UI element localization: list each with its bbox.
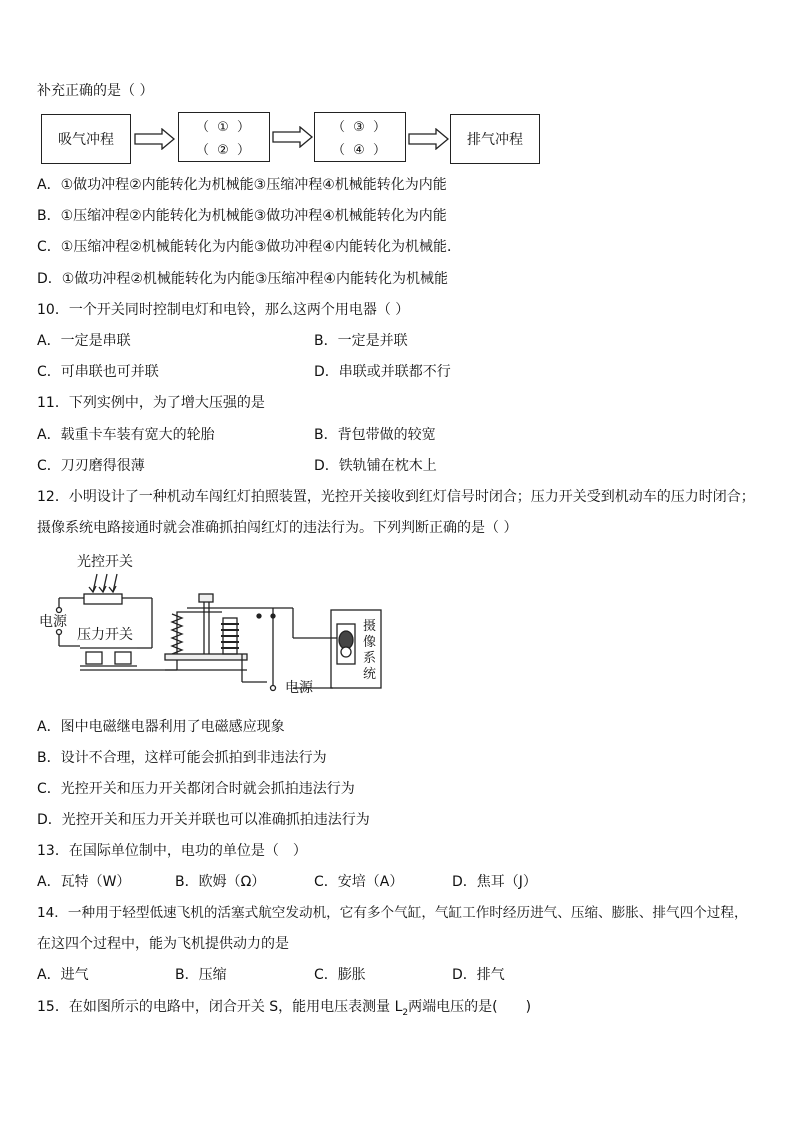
- camera-label-char: 系: [363, 650, 377, 665]
- q9-stem-tail: 补充正确的是（ ）: [37, 83, 154, 99]
- q13-option-b: B．欧姆（Ω）: [175, 874, 266, 890]
- flow-arrow-1: [134, 128, 176, 150]
- camera-label-char: 统: [363, 666, 377, 681]
- q9-option-c: C．①压缩冲程②机械能转化为内能③做功冲程④内能转化为机械能．: [37, 239, 461, 255]
- q13-stem: 13．在国际单位制中，电功的单位是（ ）: [37, 843, 307, 859]
- relay-base: [165, 654, 247, 660]
- q13-option-d: D．焦耳（J）: [452, 874, 537, 890]
- q10-option-a: A．一定是串联: [37, 333, 131, 349]
- q13-option-a: A．瓦特（W）: [37, 874, 131, 890]
- q14-stem-line2: 在这四个过程中，能为飞机提供动力的是: [37, 936, 289, 952]
- q15-stem: [37, 998, 531, 1022]
- q14-option-c: C．膨胀: [314, 967, 366, 983]
- blank-4: （ ④ ）: [332, 143, 388, 158]
- label-camera-system: 摄 像系统: [363, 618, 377, 681]
- flow-arrow-2: [272, 126, 314, 148]
- blank-1: （ ① ）: [196, 120, 252, 135]
- pressure-switch-left-block: [86, 652, 102, 664]
- q11-option-c: C．刀刃磨得很薄: [37, 458, 145, 474]
- q9-option-a: A．①做功冲程②内能转化为机械能③压缩冲程④机械能转化为内能: [37, 177, 447, 193]
- q14-option-d: D．排气: [452, 967, 505, 983]
- q12-stem-line1: 12．小明设计了一种机动车闯红灯拍照装置，光控开关接收到红灯信号时闭合；压力开关受到机动车的压力时闭合；: [37, 489, 755, 505]
- q12-option-d: D．光控开关和压力开关并联也可以准确抓拍违法行为: [37, 812, 370, 828]
- q11-stem: 11．下列实例中，为了增大压强的是: [37, 395, 265, 411]
- q15-stem-subscript: 2: [402, 1007, 409, 1018]
- q9-option-b: B．①压缩冲程②内能转化为机械能③做功冲程④机械能转化为内能: [37, 208, 447, 224]
- q10-option-c: C．可串联也可并联: [37, 364, 159, 380]
- flow-box-exhaust: 排气冲程: [450, 114, 540, 164]
- q14-option-a: A．进气: [37, 967, 89, 983]
- q11-option-d: D．铁轨铺在枕木上: [314, 458, 437, 474]
- q12-stem-line2: 摄像系统电路接通时就会准确抓拍闯红灯的违法行为。下列判断正确的是（ ）: [37, 520, 518, 536]
- blank-3: （ ③ ）: [332, 120, 388, 135]
- camera-label-char: 像: [363, 634, 377, 649]
- flow-arrow-3: [408, 128, 450, 150]
- q13-option-c: C．安培（A）: [314, 874, 404, 890]
- q15-stem-before: 15．在如图所示的电路中，闭合开关 S，能用电压表测量 L: [37, 999, 403, 1015]
- q11-option-b: B．背包带做的较宽: [314, 427, 436, 443]
- label-power-bottom: 电源: [285, 681, 313, 694]
- q14-option-b: B．压缩: [175, 967, 227, 983]
- q12-relay-circuit-figure: [37, 552, 387, 694]
- blank-2: （ ② ）: [196, 143, 252, 158]
- q12-option-c: C．光控开关和压力开关都闭合时就会抓拍违法行为: [37, 781, 355, 797]
- light-switch-body: [84, 594, 122, 604]
- flow-box-intake: 吸气冲程: [41, 114, 131, 164]
- relay-pivot: [199, 594, 213, 602]
- q12-option-a: A．图中电磁继电器利用了电磁感应现象: [37, 719, 285, 735]
- q10-stem: 10．一个开关同时控制电灯和电铃，那么这两个用电器（ ）: [37, 302, 410, 318]
- q11-option-a: A．载重卡车装有宽大的轮胎: [37, 427, 215, 443]
- flow-box-1: [178, 112, 270, 162]
- q9-option-d: D．①做功冲程②机械能转化为内能③压缩冲程④内能转化为机械能: [37, 271, 448, 287]
- q14-stem-line1: 14．一种用于轻型低速飞机的活塞式航空发动机，它有多个气缸，气缸工作时经历进气、压缩、膨胀、排气四个过程，: [37, 905, 748, 921]
- q10-option-b: B．一定是并联: [314, 333, 408, 349]
- q10-option-d: D．串联或并联都不行: [314, 364, 451, 380]
- flow-box-2: [314, 112, 406, 162]
- label-power-left: 电源: [39, 615, 67, 630]
- q15-stem-after: 两端电压的是( ): [408, 999, 532, 1015]
- q12-option-b: B．设计不合理，这样可能会抓拍到非违法行为: [37, 750, 327, 766]
- label-pressure-switch: 压力开关: [77, 628, 133, 643]
- label-light-switch: 光控开关: [77, 555, 133, 570]
- pressure-switch-right-block: [115, 652, 131, 664]
